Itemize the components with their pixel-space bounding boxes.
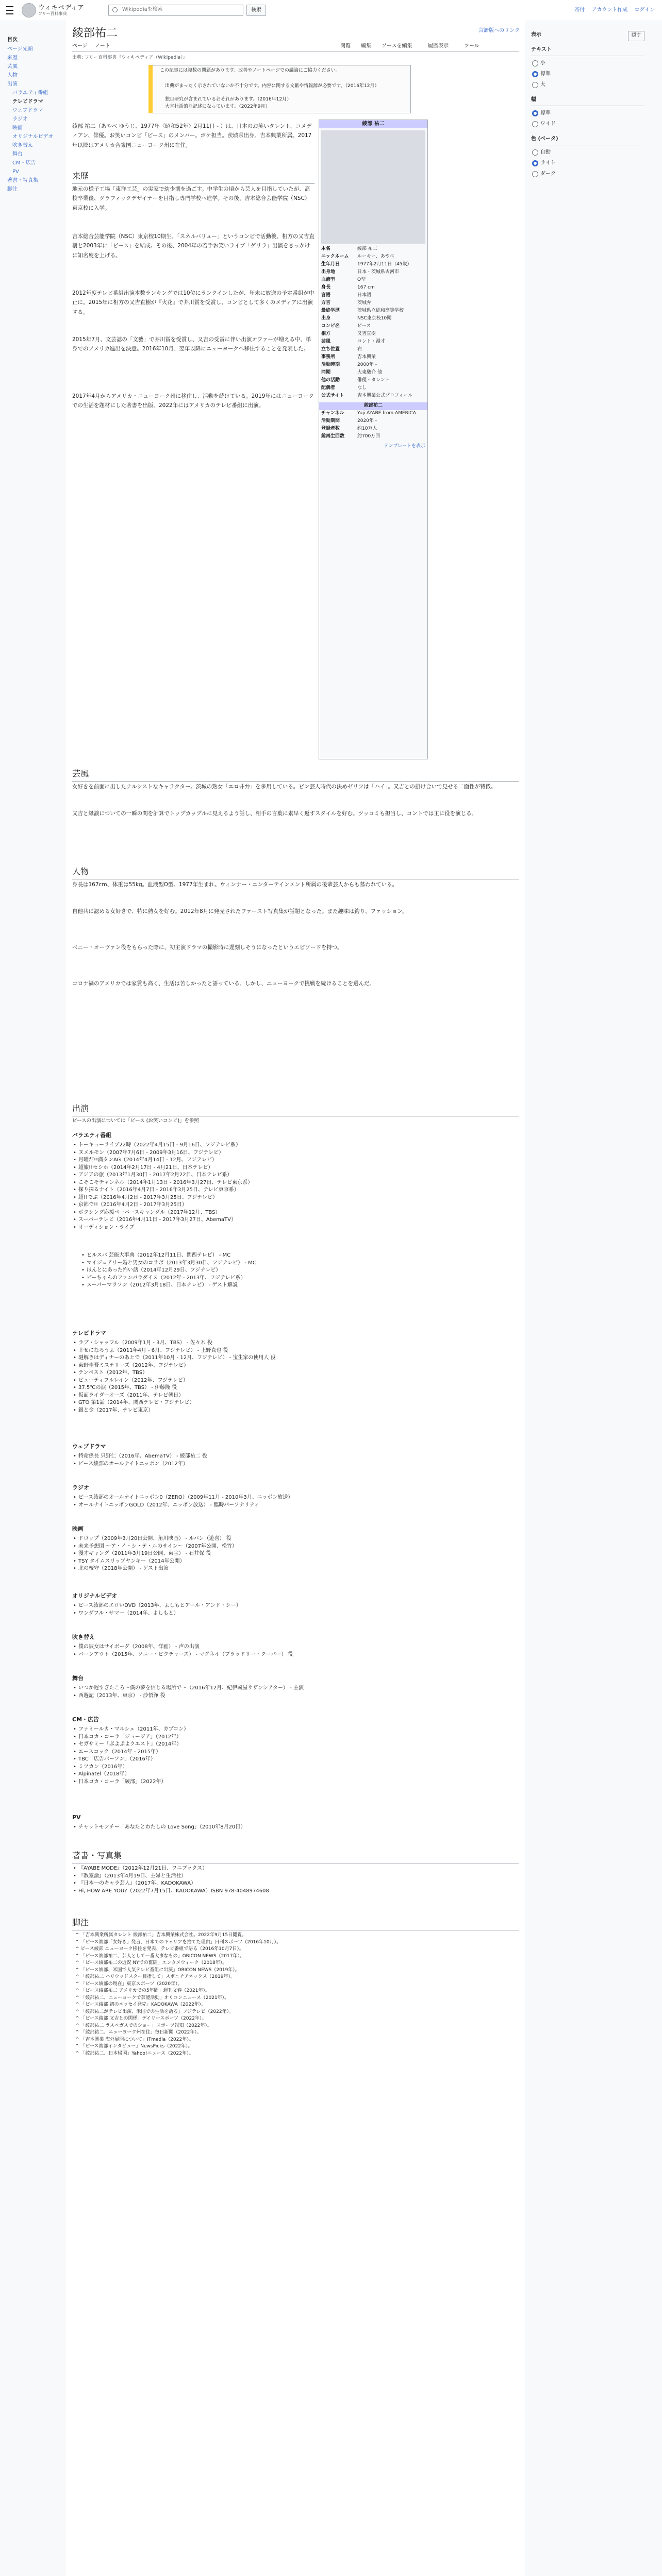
reference-item[interactable]: ^ ピース綾部 ニューヨーク移住を発表、テレビ番組で語る（2016年10月7日）。 [75,1946,244,1952]
subheading-radio: ラジオ [72,1484,89,1491]
infobox-value: ピース [357,324,371,329]
subheading-dub: 吹き替え [72,1634,95,1640]
logo-subtitle: フリー百科事典 [38,11,67,16]
infobox-row [319,308,427,315]
section-heading-geifu: 芸風 [72,768,519,782]
infobox-value: 吉本興業公式プロフィール [357,393,413,398]
list-item[interactable]: • Hi, HOW ARE YOU?（2022年7月15日、KADOKAWA）ISBN 978-4048974608 [72,1888,521,1895]
user-links [569,6,655,14]
infobox-key: 同期 [321,370,331,375]
search-input[interactable] [121,6,239,13]
subheading-variety: バラエティ番組 [72,1132,112,1139]
infobox-key: 血液型 [321,277,336,282]
infobox-key: 方言 [321,300,331,306]
donate-link[interactable]: 寄付 [574,7,585,13]
raireki-para: 地元の様子工場「東洋工芸」の実家で幼少期を過ごす。中学生の頃から芸人を目指していたが、高校卒業後、グラフィックデザイナーを目指し専門学校へ進学。その後、吉本総合芸能学院（NSC）東京校に入学。 [72,186,310,211]
infobox-value: 又吉直樹 [357,331,376,336]
pv-list [72,1824,521,1832]
reference-item[interactable]: ^ 「ピース綾部祐二 アメリカでの5年間」週刊文春（2021年）。 [75,1988,210,1993]
main-content [66,21,525,2576]
reference-item[interactable]: ^ 「綾部祐二、日本帰国」Yahoo!ニュース（2022年）。 [75,2050,194,2056]
list-item[interactable]: • ヌメルモン（2007年7月6日 - 2009年3月16日、フジテレビ） [72,1149,521,1157]
subheading-cm: CM・広告 [72,1716,100,1723]
toc-item[interactable]: 来歴 [7,55,18,61]
infobox-row [319,277,427,284]
list-item[interactable]: • 日本コカ・コーラ「綾部」（2022年） [72,1778,521,1786]
toc-item[interactable]: CM・広告 [12,160,36,166]
infobox-row [319,354,427,362]
infobox-value: ルーキー、あやべ [357,254,394,259]
infobox-value: 日本・茨城県古河市 [357,269,400,275]
toc-item[interactable]: テレビドラマ [12,99,43,105]
infobox-row [319,269,427,277]
toc-item[interactable]: ページ先頭 [7,46,33,52]
list-item[interactable]: • ビューティフルレイン（2012年、フジテレビ） [72,1377,521,1385]
infobox-row [319,410,427,418]
reference-item[interactable]: ^ 「綾部祐二 ハリウッドスター目指して」スポニチアネックス（2019年）。 [75,1974,235,1979]
tab-history[interactable]: 履歴表示 [428,43,449,49]
books-list [72,1865,521,1895]
list-item[interactable]: • 37.5℃の涙（2015年、TBS） - 伊藤隆 役 [72,1384,521,1392]
ov-list [72,1602,521,1617]
infobox-key: 出身地 [321,269,336,275]
list-item[interactable]: • 京都で!!（2016年4月2日 - 2017年3月25日） [72,1201,521,1209]
movie-list [72,1535,521,1573]
infobox-row [319,284,427,292]
drama-list [72,1340,521,1414]
infobox-value: 約10万人 [357,426,377,431]
infobox-key: 総再生回数 [321,434,345,439]
color-auto-option[interactable]: 自動 [531,148,644,156]
variety-special-list [72,1252,521,1290]
raireki-para: 吉本総合芸能学院（NSC）東京校10期生。「スネルバリュー」というコンビで活動後、相方の又吉直樹と2003年に「ピース」を結成。その後、2004年の若手お笑いライブ「ゲリラ」出演をきっかけに知名度を上げる。 [72,233,315,259]
intro-paragraph: 綾部 祐二（あやべ ゆうじ、1977年〈昭和52年〉2月11日 - ）は、日本のお笑いタレント、コメディアン、俳優。お笑いコンビ「ピース」のメンバー。ボケ担当。茨城県出身。吉本興業所属。2017年以降はアメリカ合衆国ニューヨーク州に在住。 [72,123,312,148]
infobox-value: 日本語 [357,293,372,298]
list-item[interactable]: • ラブ・シャッフル（2009年1月 - 3月、TBS） - 佐々木 役 [72,1340,521,1347]
list-item[interactable]: • トーキョーライブ22時（2022年4月15日 - 9月16日、フジテレビ系） [72,1142,521,1149]
infobox-key: 公式サイト [321,393,344,398]
infobox-value: コント・漫才 [357,339,386,344]
list-item[interactable]: • ボクシング応援ペーパースキャンダル（2017年12月、TBS） [72,1209,521,1217]
toc-item[interactable]: 人物 [7,73,18,78]
wikipedia-logo-icon[interactable] [22,3,36,18]
toc-item[interactable]: 舞台 [12,151,23,157]
list-item[interactable]: • ワンダフル・サマー（2014年、よしもと） [72,1610,521,1618]
appearance-panel [531,31,644,178]
reference-item[interactable]: ^ 「綾部祐二、ニューヨーク州在住」毎日新聞（2022年）。 [75,2030,202,2035]
list-item[interactable]: • 『AYABE MODE』（2012年12月21日、ワニブックス） [72,1865,521,1873]
toc-item[interactable]: 映画 [12,125,23,131]
list-item[interactable]: • マイジュアリー婚と男女のコラボ（2013年3月30日、フジテレビ） - MC [72,1260,521,1267]
infobox-row [319,323,427,331]
infobox-key: 本名 [321,246,331,251]
infobox-rows [319,246,427,400]
section-heading-books: 著書・写真集 [72,1850,519,1863]
text-size-label: テキスト [531,46,644,56]
reference-item[interactable]: ^ 「ピース綾部、米国で人気テレビ番組に出演」ORICON NEWS（2019年）。 [75,1967,240,1973]
infobox-key: 相方 [321,331,331,336]
toc-item[interactable]: PV [12,169,19,175]
main-menu-icon[interactable] [6,6,13,14]
list-item[interactable]: • 特命係長 只野仁（2016年、AbemaTV） - 綾部祐二 役 [72,1453,521,1461]
list-item[interactable]: • 東野圭吾ミステリーズ（2012年、フジテレビ） [72,1362,521,1370]
infobox-value: 2000年 - [357,362,377,367]
list-item[interactable]: • 銀と金（2017年、テレビ東京） [72,1407,521,1415]
list-item[interactable]: • ドロップ（2009年3月20日公開、角川映画） - ルパン（遊喜） 役 [72,1535,521,1543]
search-icon [112,7,118,12]
section-heading-raireki: 来歴 [72,170,315,184]
infobox-row [319,331,427,338]
list-item[interactable]: • 月曜だ!!満タンAG（2014年4月14日 - 12月、フジテレビ） [72,1157,521,1164]
tab-tools[interactable]: ツール [464,43,479,49]
toc-item[interactable]: 出演 [7,81,18,87]
reference-item[interactable]: ^ 「綾部祐二がテレビ出演、米国での生活を語る」フジテレビ（2022年）。 [75,2009,234,2014]
infobox-value: 右 [357,347,362,352]
reference-item[interactable]: ^ 「ピース綾部 初のエッセイ発売」KADOKAWA（2022年）。 [75,2002,206,2007]
toc-list [7,45,53,194]
list-item[interactable]: • ほんとにあった怖い話（2014年12月29日、フジテレビ） [72,1267,521,1275]
infobox-key: 他の活動 [321,378,340,383]
list-item[interactable]: • 仮面ライダーオーズ（2011年、テレビ朝日） [72,1392,521,1400]
login-link[interactable]: ログイン [634,7,655,13]
subheading-drama: テレビドラマ [72,1330,106,1336]
list-item[interactable]: • テンペスト（2012年、TBS） [72,1369,521,1377]
infobox-value: 約700万回 [357,434,380,439]
raireki-para: 2017年4月からアメリカ・ニューヨーク州に移住し、活動を続けている。2019年にはニューヨークでの生活を題材にした著書を出版。2022年にはアメリカのテレビ番組に出演。 [72,393,314,409]
reference-item[interactable]: ^ 「ピース綾部インタビュー」NewsPicks（2022年）。 [75,2044,193,2049]
list-item[interactable]: • スーパーマラソン（2012年3月18日、日本テレビ） - ゲスト解説 [72,1282,521,1290]
toc-item[interactable]: 著書・写真集 [7,178,38,183]
list-item[interactable]: • チャットモンチー「あなたとわたしの Love Song」（2010年8月20日） [72,1824,521,1832]
list-item[interactable]: • GTO 第1話（2014年、関西テレビ・フジテレビ） [72,1399,521,1407]
from-line: 出典: フリー百科事典『ウィキペディア（Wikipedia）』 [72,55,188,60]
infobox-value: なし [357,385,367,391]
infobox-value: 吉本興業 [357,354,376,360]
infobox [319,120,428,759]
list-item[interactable]: • 未来予想図 〜ア・イ・シ・テ・ルのサイン〜（2007年公開、松竹） [72,1543,521,1551]
infobox-rows-youtube [319,410,427,441]
references-list [72,1932,521,2057]
jinbutsu-para: コロナ禍のアメリカでは家賃も高く、生活は苦しかったと語っている。しかし、ニューヨークで挑戦を続けることを選んだ。 [72,980,375,987]
infobox-value: 俳優・タレント [357,378,390,383]
infobox-row [319,362,427,369]
infobox-value: 綾部 祐二 [357,246,377,251]
radio-list [72,1494,521,1509]
toc-item[interactable]: 吹き替え [12,143,33,148]
page-tabs [72,40,519,52]
page-title: 綾部祐二 [72,27,118,40]
infobox-key: 出身 [321,316,331,321]
subheading-stage: 舞台 [72,1675,84,1682]
infobox-row [319,377,427,385]
reference-item[interactable]: ^ 「ピース綾部 又吉との関係」デイリースポーツ（2022年）。 [75,2016,207,2021]
list-item[interactable]: • TBC「広告パーソン」（2016年） [72,1756,521,1764]
list-item[interactable]: • アジアの旅（2013年1月30日 - 2017年2月22日、日本テレビ系） [72,1172,521,1179]
jinbutsu-para: 自他共に認める女好きで、特に熟女を好む。2012年8月に発売されたファースト写真集が話題となった。また趣味は釣り、ファッション。 [72,908,408,914]
infobox-key: 活動時期 [321,362,340,367]
toc-item[interactable]: 芸風 [7,64,18,70]
list-item[interactable]: • ミツカン（2016年） [72,1764,521,1771]
infobox-value: O型 [357,277,366,282]
infobox-row [319,426,427,433]
infobox-key: 芸風 [321,339,331,344]
list-item[interactable]: • ピース綾部のオールナイトニッポン0（ZERO）（2009年11月 - 2010年3月、ニッポン放送） [72,1494,521,1502]
reference-item[interactable]: ^ 「綾部祐二、ニューヨークで芸能活動」オリコンニュース（2021年）。 [75,1995,229,2001]
width-label: 幅 [531,96,644,106]
shutsuen-note: ピースの出演については「ピース (お笑いコンビ)」を参照 [72,1118,200,1124]
infobox-row [319,385,427,393]
text-size-standard-option[interactable]: 標準 [531,70,644,78]
portrait-image[interactable] [321,130,425,244]
list-item[interactable]: • ピース綾部のオールナイトニッポン（2012年） [72,1461,521,1468]
infobox-value: 2020年 - [357,418,377,423]
list-item[interactable]: • 探り探るナイト（2016年4月7日 - 2016年3月25日、テレビ東京系） [72,1187,521,1194]
reference-item[interactable]: ^ 「ピース綾部祐二の近況 NYでの奮闘」エンタメウィーク（2018年）。 [75,1960,227,1965]
list-item[interactable]: • 西遊記（2013年、東京） - 沙悟浄 役 [72,1692,521,1700]
infobox-key: 最終学歴 [321,308,340,313]
create-account-link[interactable]: アカウント作成 [591,7,628,13]
infobox-value: 167 cm [357,285,375,290]
raireki-para: 2012年度テレビ番組出演本数ランキングでは10位にランクインしたが、年末に放送の予定番組が中止に。2015年に相方の又吉直樹が『火花』で芥川賞を受賞し、コンビとして多くのメディアに出演する。 [72,290,315,315]
infobox-key: 活動期間 [321,418,340,423]
list-item[interactable]: • 漫才ギャング（2011年3月19日公開、東宝） - 石井保 役 [72,1550,521,1558]
search-button[interactable]: 検索 [246,5,266,16]
reference-item[interactable]: ^ 「綾部祐二 ラスベガスでのショー」スポーツ報知（2022年）。 [75,2023,212,2028]
tab-edit[interactable]: 編集 [361,43,371,49]
notice-item: 出典がまったく示されていないか不十分です。内容に関する文献や情報源が必要です。（2016年12月） [165,83,379,89]
site-header [0,0,662,21]
list-item[interactable]: • 『教室論』（2013年4月19日、主婦と生活社） [72,1873,521,1880]
infobox-key: 生年月日 [321,262,340,267]
list-item[interactable]: • Alpinatel（2018年） [72,1771,521,1778]
list-item[interactable]: • 日本コカ・コーラ「ジョージア」（2012年） [72,1734,521,1741]
section-heading-jinbutsu: 人物 [72,866,519,879]
infobox-value: 1977年2月11日（45歳） [357,262,412,267]
maintenance-notice [148,65,411,113]
infobox-value: Yuji AYABE from AMERICA [357,411,416,416]
infobox-row [319,393,427,400]
list-item[interactable]: • こそこそチャンネル（2014年1月13日 - 2016年3月27日、テレビ東京系） [72,1179,521,1187]
tab-talk[interactable]: ノート [95,43,110,49]
tab-page[interactable]: ページ [72,43,88,49]
infobox-key: 身長 [321,285,331,290]
infobox-value: NSC東京校10期 [357,316,392,321]
notice-item: 独自研究が含まれているおそれがあります。（2016年12月） [165,97,292,102]
infobox-section-youtube: 綾部祐二 [319,402,427,410]
notice-title: この記事には複数の問題があります。改善やノートページでの議論にご協力ください。 [160,68,340,73]
list-item[interactable]: • オールナイトニッポンGOLD（2012年、ニッポン放送） - 臨時パーソナリティ [72,1502,521,1510]
hide-appearance-button[interactable]: 隠す [628,31,644,41]
color-dark-option[interactable]: ダーク [531,170,644,178]
list-item[interactable]: • エースコック（2014年 - 2015年） [72,1749,521,1756]
tab-edit-source[interactable]: ソースを編集 [382,43,412,49]
subheading-movie: 映画 [72,1526,84,1532]
subheading-pv: PV [72,1814,81,1821]
infobox-row [319,369,427,377]
infobox-key: ニックネーム [321,254,349,259]
infobox-key: チャンネル [321,411,344,416]
tab-read[interactable]: 閲覧 [340,43,351,49]
notice-item: 大言壮語的な記述になっています。（2022年9月） [165,104,270,109]
toc-item[interactable]: バラエティ番組 [12,90,48,96]
list-item[interactable]: • ピーちゃんのファンパラダイス（2012年 - 2013年、フジテレビ系） [72,1275,521,1282]
reference-item[interactable]: ^ 「ピース綾部祐二、芸人として一番大事なもの」ORICON NEWS（2017年）。 [75,1953,244,1959]
subheading-webdrama: ウェブドラマ [72,1443,106,1450]
reference-item[interactable]: ^ 「吉本興業 海外展開について」ITmedia（2022年）。 [75,2037,194,2042]
language-button[interactable]: 言語版へのリンク [478,28,520,33]
infobox-header: 綾部 祐二 [319,120,427,128]
infobox-row [319,418,427,426]
jinbutsu-para: ベニー・オーヴァン役をもらった際に、初主演ドラマの撮影時に遅刻しそうになったというエピソードを持つ。 [72,944,343,951]
section-heading-notes: 脚注 [72,1917,519,1930]
infobox-row [319,338,427,346]
list-item[interactable]: • いつか遅すぎたころ〜僕の夢を信じる場所で〜（2016年12月、紀伊國屋サザンシアター） - 主演 [72,1685,521,1692]
list-item[interactable]: • 超旅!!セシホ（2014年2月17日 - 4月21日、日本テレビ） [72,1164,521,1172]
infobox-key: コンビ名 [321,324,340,329]
color-label: 色 (ベータ) [531,135,644,145]
template-note[interactable]: テンプレートを表示 [384,444,425,449]
infobox-row [319,346,427,354]
list-item[interactable]: • 『日本一のキャラ芸人』（2017年、KADOKAWA） [72,1880,521,1888]
width-wide-option[interactable]: ワイド [531,120,644,128]
list-item[interactable]: • TSY タイムスリップヤンキー（2014年公開） [72,1558,521,1566]
section-heading-shutsuen: 出演 [72,1103,519,1116]
subheading-ov: オリジナルビデオ [72,1592,118,1599]
infobox-row [319,433,427,441]
infobox-key: 事務所 [321,354,336,360]
infobox-row [319,261,427,269]
width-standard-option[interactable]: 標準 [531,109,644,117]
toc-item[interactable]: 脚注 [7,187,18,192]
raireki-para: 2015年7月、文芸誌の「文藝」で芥川賞を受賞し、又吉の受賞に伴い出演オファーが増える中、単身でのアメリカ進出を決意。2016年10月、翌年以降にニューヨークへ移住することを発表した。 [72,336,311,352]
list-item[interactable]: • 幸せになろうよ（2011年4月 - 6月、フジテレビ） - 上野真也 役 [72,1347,521,1355]
infobox-value: 大東駿介 他 [357,370,382,375]
logo-title[interactable]: ウィキペディア [38,4,85,12]
toc-item[interactable]: オリジナルビデオ [12,134,54,140]
infobox-key: 配偶者 [321,385,336,391]
list-item[interactable]: • 僕の彼女はサイボーグ（2008年、洋画） - 声の出演 [72,1643,521,1651]
infobox-row [319,253,427,261]
color-light-option[interactable]: ライト [531,159,644,167]
infobox-key: 立ち位置 [321,347,340,352]
cm-list [72,1726,521,1786]
toc-item[interactable]: ラジオ [12,116,28,122]
infobox-key: 登録者数 [321,426,340,431]
toc-sidebar [0,21,66,227]
infobox-value: 茨城県立総和高等学校 [357,308,404,313]
infobox-key: 言語 [321,293,331,298]
list-item[interactable]: • ピース綾部のエロいDVD（2013年、よしもとアール・アンド・シー） [72,1602,521,1610]
appearance-title: 表示 [531,32,541,38]
reference-item[interactable]: ^ 「ピース綾部「女好き」発言、日本でのキャリアを捨てた理由」日刊スポーツ（2016年10月）。 [75,1939,282,1945]
list-item[interactable]: • スーパーテレビ（2016年4月11日 - 2017年3月27日、AbemaTV） [72,1216,521,1224]
reference-item[interactable]: ^ 「吉本興業所属タレント 綾部祐二」吉本興業株式会社。2022年9月15日閲覧。 [75,1933,247,1938]
stage-list [72,1685,521,1700]
infobox-row [319,300,427,308]
text-size-large-option[interactable]: 大 [531,81,644,89]
infobox-row [319,292,427,300]
text-size-small-option[interactable]: 小 [531,59,644,67]
toc-item[interactable]: ウェブドラマ [12,108,43,113]
geifu-para: 又吉と縁談についての一瞬の間を計算でトップカップルに見えるよう話し、相手の言葉に素早く返すスタイルを好む。ツッコミも担当し、コントでは主に役を演じる。 [72,810,477,817]
list-item[interactable]: • オーディション・ライブ [72,1224,521,1232]
webdrama-list [72,1453,521,1468]
jinbutsu-para: 身長は167cm、体重は55kg。血液型O型。1977年生まれ。ウィンナー・エンターテインメント所属の後輩芸人からも慕われている。 [72,882,398,888]
list-item[interactable]: • バーンアウト（2015年、ソニー・ピクチャーズ） - マグネイ（ブラッドリー・クーパー） 役 [72,1651,521,1659]
infobox-value: 茨城弁 [357,300,372,306]
list-item[interactable]: • 謎解きはディナーのあとで（2011年10月 - 12月、フジテレビ） - 宝生家の使用人 役 [72,1354,521,1362]
variety-list [72,1142,521,1231]
search-box[interactable] [108,5,243,16]
infobox-row [319,246,427,253]
list-item[interactable]: • ファミールカ・マルシェ（2011年、カプコン） [72,1726,521,1734]
infobox-row [319,315,427,323]
toc-title: 目次 [7,37,18,43]
list-item[interactable]: • 北の桜守（2018年公開） - ゲスト出演 [72,1565,521,1573]
reference-item[interactable]: ^ 「ピース綾部の現在」東京スポーツ（2020年）。 [75,1981,183,1987]
dub-list [72,1643,521,1658]
list-item[interactable]: • ヒルスパ 芸能大事典（2012年12月11日、関西テレビ） - MC [72,1252,521,1260]
geifu-para: 女好きを前面に出したナルシストなキャラクター。茨城の熟女「エロ井弁」を多用している。ピン芸人時代の決めゼリフは「ハイ」。又吉との掛け合いで見せる二面性が特徴。 [72,784,496,790]
list-item[interactable]: • セガサミー「ぷよぷよクエスト」（2014年） [72,1741,521,1749]
list-item[interactable]: • 超!!でぶ（2016年4月2日 - 2017年3月25日、フジテレビ） [72,1194,521,1202]
